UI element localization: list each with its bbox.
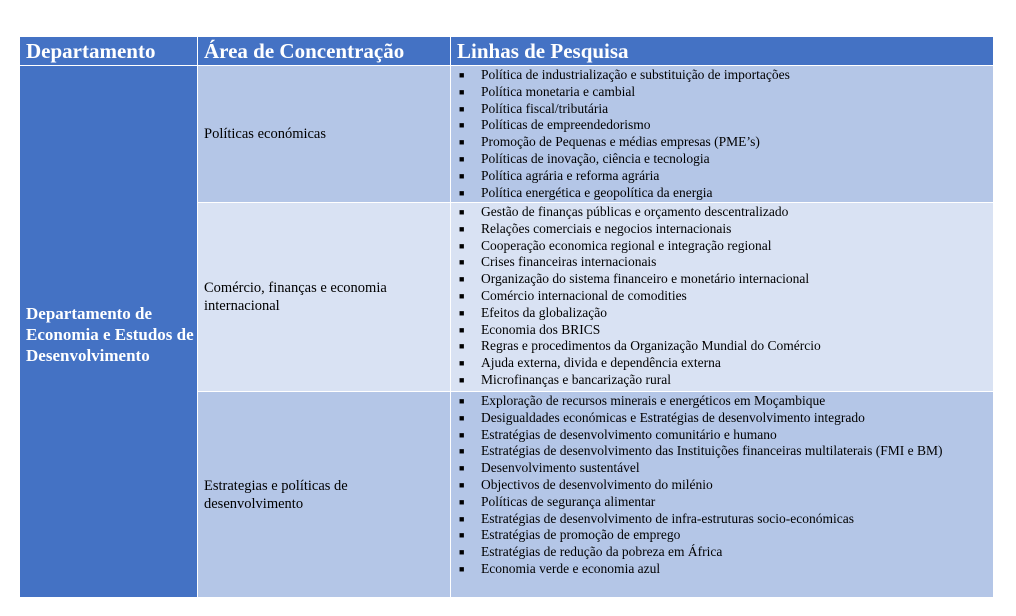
list-item xyxy=(459,168,989,185)
research-line-text: Exploração de recursos minerais e energéticos em Moçambique xyxy=(481,393,826,408)
research-line-text: Comércio internacional de comodities xyxy=(481,287,687,303)
bullet-icon: ■ xyxy=(459,412,465,423)
list-item xyxy=(459,151,989,168)
list-item xyxy=(459,338,989,355)
list-item xyxy=(459,544,989,561)
table-header xyxy=(20,37,993,65)
list-item xyxy=(459,511,989,528)
bullet-icon: ■ xyxy=(459,496,465,507)
bullet-icon: ■ xyxy=(459,223,465,234)
research-line-text: Desigualdades económicas e Estratégias de desenvolvimento integrado xyxy=(481,409,865,425)
bullet-icon: ■ xyxy=(459,446,465,457)
list-item xyxy=(459,271,989,288)
research-line-text: Políticas de inovação, ciência e tecnologia xyxy=(481,150,710,166)
research-line-text: Regras e procedimentos da Organização Mundial do Comércio xyxy=(481,338,821,354)
list-item xyxy=(459,477,989,494)
bullet-icon: ■ xyxy=(459,463,465,474)
header-linhas-pesquisa: Linhas de Pesquisa xyxy=(450,37,993,65)
research-line-text: Estratégias de desenvolvimento das Instituições financeiras multilaterais (FMI e BM) xyxy=(481,443,943,459)
area-cell xyxy=(197,66,450,202)
list-item xyxy=(459,67,989,84)
bullet-icon: ■ xyxy=(459,153,465,164)
bullet-icon: ■ xyxy=(459,429,465,440)
research-line-text: Objectivos de desenvolvimento do milénio xyxy=(481,476,713,492)
research-lines-list xyxy=(450,392,993,597)
bullet-icon: ■ xyxy=(459,479,465,490)
research-line-text: Economia verde e economia azul xyxy=(481,560,661,576)
bullet-icon: ■ xyxy=(459,513,465,524)
bullet-icon: ■ xyxy=(459,240,465,251)
list-item xyxy=(459,101,989,118)
table-row xyxy=(197,391,993,597)
bullet-icon: ■ xyxy=(459,120,465,131)
list-item xyxy=(459,305,989,322)
research-line-text: Ajuda externa, divida e dependência externa xyxy=(481,355,721,371)
list-item xyxy=(459,410,989,427)
bullet-icon: ■ xyxy=(459,70,465,80)
bullet-icon: ■ xyxy=(459,358,465,369)
research-line-text: Política de industrialização e substituição de importações xyxy=(481,67,790,82)
concentration-rows xyxy=(197,65,993,597)
research-line-text: Política monetaria e cambial xyxy=(481,83,636,99)
research-lines-list xyxy=(450,203,993,391)
research-line-text: Estratégias de desenvolvimento de infra-estruturas socio-económicas xyxy=(481,510,854,526)
bullet-icon: ■ xyxy=(459,563,465,574)
area-cell xyxy=(197,392,450,597)
list-item xyxy=(459,134,989,151)
research-lines-list xyxy=(450,66,993,202)
table-body xyxy=(20,65,993,597)
list-item xyxy=(459,288,989,305)
list-item xyxy=(459,393,989,410)
bullet-icon: ■ xyxy=(459,396,465,406)
bullet-icon: ■ xyxy=(459,207,465,217)
research-table xyxy=(20,37,993,597)
list-item xyxy=(459,372,989,389)
bullet-icon: ■ xyxy=(459,187,465,198)
list-item xyxy=(459,185,989,202)
research-line-text: Desenvolvimento sustentável xyxy=(481,460,640,476)
department-cell xyxy=(20,65,197,597)
research-line-text: Políticas de empreendedorismo xyxy=(481,117,651,133)
research-line-text: Estratégias de redução da pobreza em África xyxy=(481,544,723,560)
area-label: Políticas económicas xyxy=(204,126,327,142)
bullet-icon: ■ xyxy=(459,170,465,181)
research-line-text: Política energética e geopolítica da energia xyxy=(481,184,713,200)
area-label: Comércio, finanças e economia internacional xyxy=(204,280,387,314)
list-item xyxy=(459,117,989,134)
list-item xyxy=(459,527,989,544)
bullet-icon: ■ xyxy=(459,103,465,114)
table-row xyxy=(197,65,993,202)
research-line-text: Cooperação economica regional e integração regional xyxy=(481,237,772,253)
list-item xyxy=(459,443,989,460)
list-item xyxy=(459,221,989,238)
bullet-icon: ■ xyxy=(459,137,465,148)
research-line-text: Estratégias de promoção de emprego xyxy=(481,527,681,543)
research-line-text: Relações comerciais e negocios internacionais xyxy=(481,220,732,236)
research-line-text: Economia dos BRICS xyxy=(481,321,601,337)
bullet-icon: ■ xyxy=(459,324,465,335)
area-label: Estrategias e políticas de desenvolvimento xyxy=(204,477,348,512)
list-item xyxy=(459,460,989,477)
list-item xyxy=(459,322,989,339)
research-line-text: Organização do sistema financeiro e monetário internacional xyxy=(481,271,810,287)
bullet-icon: ■ xyxy=(459,341,465,352)
list-item xyxy=(459,427,989,444)
research-line-text: Promoção de Pequenas e médias empresas (PME’s) xyxy=(481,134,760,150)
bullet-icon: ■ xyxy=(459,547,465,558)
list-item xyxy=(459,561,989,578)
list-item xyxy=(459,84,989,101)
bullet-icon: ■ xyxy=(459,257,465,268)
research-line-text: Microfinanças e bancarização rural xyxy=(481,371,672,387)
header-departamento: Departamento xyxy=(26,39,156,63)
area-cell xyxy=(197,203,450,391)
header-area-concentracao: Área de Concentração xyxy=(197,37,450,65)
bullet-icon: ■ xyxy=(459,86,465,97)
bullet-icon: ■ xyxy=(459,290,465,301)
bullet-icon: ■ xyxy=(459,530,465,541)
bullet-icon: ■ xyxy=(459,274,465,285)
list-item xyxy=(459,254,989,271)
research-line-text: Gestão de finanças públicas e orçamento descentralizado xyxy=(481,204,789,219)
research-line-text: Efeitos da globalização xyxy=(481,304,607,320)
research-line-text: Políticas de segurança alimentar xyxy=(481,493,656,509)
research-line-text: Política fiscal/tributária xyxy=(481,100,609,116)
research-line-text: Estratégias de desenvolvimento comunitário e humano xyxy=(481,426,777,442)
list-item xyxy=(459,355,989,372)
bullet-icon: ■ xyxy=(459,374,465,385)
list-item xyxy=(459,204,989,221)
research-line-text: Política agrária e reforma agrária xyxy=(481,167,660,183)
list-item xyxy=(459,238,989,255)
bullet-icon: ■ xyxy=(459,307,465,318)
research-line-text: Crises financeiras internacionais xyxy=(481,254,657,270)
department-name: Departamento de Economia e Estudos de Desenvolvimento xyxy=(26,304,194,365)
list-item xyxy=(459,494,989,511)
table-row xyxy=(197,202,993,391)
